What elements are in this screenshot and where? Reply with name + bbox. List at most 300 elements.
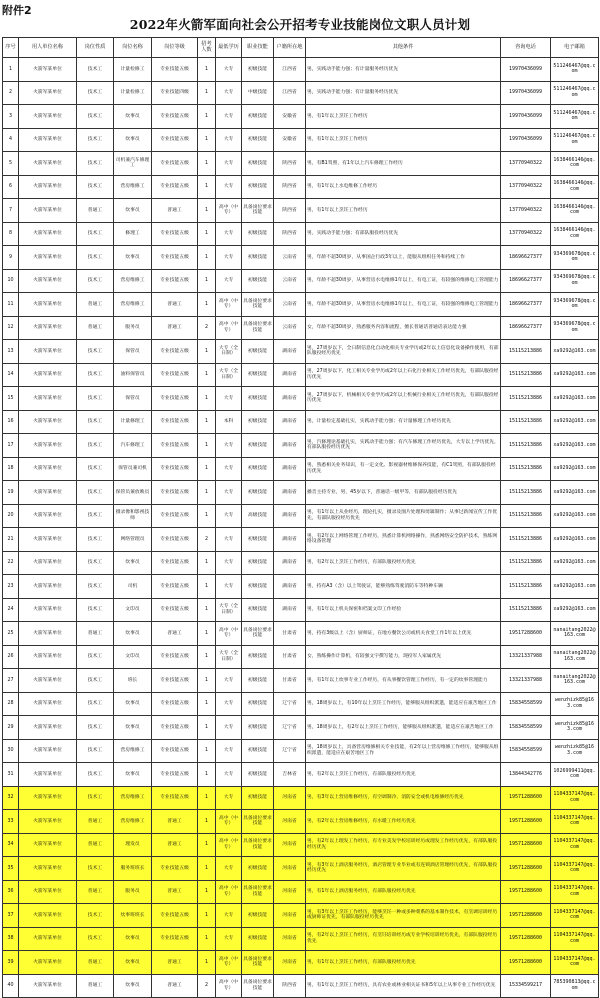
cell-post: 文印员 xyxy=(114,645,152,669)
cell-edu: 大专 xyxy=(216,739,242,763)
cell-post: 服务员 xyxy=(114,316,152,340)
cell-skill: 初级技能 xyxy=(242,457,274,481)
cell-grade: 普通工 xyxy=(152,810,198,834)
cell-unit: 火箭军某单位 xyxy=(19,81,77,105)
cell-email: 1104337147@qq.com xyxy=(551,951,599,975)
cell-grade: 普通工 xyxy=(152,833,198,857)
cell-grade: 专业技能五级 xyxy=(152,739,198,763)
cell-skill: 具备岗位要求技能 xyxy=(242,199,274,223)
header-unit: 用人单位名称 xyxy=(19,38,77,58)
cell-edu: 大专 xyxy=(216,927,242,951)
header-hukou: 户籍所在地 xyxy=(274,38,306,58)
cell-count: 2 xyxy=(198,528,216,552)
cell-edu: 高中（中专） xyxy=(216,622,242,646)
cell-unit: 火箭军某单位 xyxy=(19,810,77,834)
cell-email: 785390813@qq.com xyxy=(551,974,599,998)
cell-skill: 具备岗位要求技能 xyxy=(242,833,274,857)
cell-conditions: 男，有2年以上烹饪工作经历，有部队服役经历优先 xyxy=(306,763,501,787)
cell-edu: 大专 xyxy=(216,716,242,740)
cell-edu: 大专 xyxy=(216,246,242,270)
cell-phone: 18696627377 xyxy=(501,269,551,293)
header-post: 岗位名称 xyxy=(114,38,152,58)
cell-phone: 19571288600 xyxy=(501,927,551,951)
cell-unit: 火箭军某单位 xyxy=(19,951,77,975)
cell-count: 1 xyxy=(198,222,216,246)
cell-skill: 初级技能 xyxy=(242,222,274,246)
table-row xyxy=(3,81,599,105)
cell-conditions: 男，27周岁以下，机械相关专业学历或2年以上机械行业相关工作经历优先，有部队服役经历优先 xyxy=(306,387,501,411)
cell-grade: 普通工 xyxy=(152,951,198,975)
cell-post: 营房维修工 xyxy=(114,739,152,763)
cell-count: 1 xyxy=(198,669,216,693)
table-header-row xyxy=(3,38,599,58)
cell-edu: 大专 xyxy=(216,669,242,693)
cell-phone: 15834558599 xyxy=(501,739,551,763)
cell-skill: 初级技能 xyxy=(242,152,274,176)
cell-no: 10 xyxy=(3,269,19,293)
cell-phone: 19970436099 xyxy=(501,105,551,129)
cell-no: 9 xyxy=(3,246,19,270)
cell-email: xa9292@163.com xyxy=(551,340,599,364)
cell-edu: 大专 xyxy=(216,904,242,928)
cell-unit: 火箭军某单位 xyxy=(19,387,77,411)
cell-count: 1 xyxy=(198,58,216,82)
cell-nature: 技术工 xyxy=(77,340,114,364)
cell-count: 1 xyxy=(198,716,216,740)
cell-grade: 专业技能五级 xyxy=(152,927,198,951)
cell-unit: 火箭军某单位 xyxy=(19,199,77,223)
cell-unit: 火箭军某单位 xyxy=(19,551,77,575)
cell-conditions: 男，有1年以上从业经历，理论扎实，摄录及图片处理和剪辑制作；从事过新闻宣传工作优先，有部队服役经历优先 xyxy=(306,504,501,528)
cell-unit: 火箭军某单位 xyxy=(19,927,77,951)
cell-email: nanaitang2022@163.com xyxy=(551,622,599,646)
cell-count: 1 xyxy=(198,810,216,834)
cell-grade: 专业技能五级 xyxy=(152,763,198,787)
table-row xyxy=(3,974,599,998)
table-row xyxy=(3,457,599,481)
cell-skill: 初级技能 xyxy=(242,58,274,82)
table-row xyxy=(3,927,599,951)
cell-grade: 专业技能五级 xyxy=(152,786,198,810)
cell-count: 1 xyxy=(198,645,216,669)
cell-unit: 火箭军某单位 xyxy=(19,246,77,270)
cell-count: 1 xyxy=(198,786,216,810)
table-row xyxy=(3,152,599,176)
cell-hukou: 湖南省 xyxy=(274,434,306,458)
cell-edu: 大专 xyxy=(216,457,242,481)
cell-nature: 技术工 xyxy=(77,152,114,176)
cell-email: 1638466146@qq.com xyxy=(551,222,599,246)
cell-no: 15 xyxy=(3,387,19,411)
cell-phone: 19970436099 xyxy=(501,128,551,152)
cell-conditions: 男，持有A3（含）以上驾驶证，能够熟练驾驶消防车等特种车辆 xyxy=(306,575,501,599)
cell-nature: 技术工 xyxy=(77,246,114,270)
cell-no: 17 xyxy=(3,434,19,458)
cell-email: xa9292@163.com xyxy=(551,551,599,575)
cell-unit: 火箭军某单位 xyxy=(19,857,77,881)
cell-skill: 初级技能 xyxy=(242,739,274,763)
cell-no: 20 xyxy=(3,504,19,528)
cell-post: 炊事班班长 xyxy=(114,904,152,928)
cell-nature: 技术工 xyxy=(77,598,114,622)
cell-grade: 专业技能五级 xyxy=(152,340,198,364)
cell-nature: 技术工 xyxy=(77,551,114,575)
cell-edu: 大专 xyxy=(216,58,242,82)
table-row xyxy=(3,58,599,82)
cell-email: 1104337147@qq.com xyxy=(551,833,599,857)
cell-count: 1 xyxy=(198,387,216,411)
cell-email: xa9292@163.com xyxy=(551,481,599,505)
cell-no: 35 xyxy=(3,857,19,881)
cell-no: 2 xyxy=(3,81,19,105)
cell-grade: 专业技能五级 xyxy=(152,551,198,575)
table-row xyxy=(3,810,599,834)
cell-count: 1 xyxy=(198,340,216,364)
cell-nature: 普通工 xyxy=(77,951,114,975)
cell-nature: 技术工 xyxy=(77,904,114,928)
cell-hukou: 湖南省 xyxy=(274,481,306,505)
cell-unit: 火箭军某单位 xyxy=(19,716,77,740)
cell-post: 炊事员 xyxy=(114,105,152,129)
table-row xyxy=(3,669,599,693)
table-row xyxy=(3,481,599,505)
cell-nature: 技术工 xyxy=(77,58,114,82)
cell-count: 1 xyxy=(198,504,216,528)
table-row xyxy=(3,598,599,622)
cell-post: 炊事员 xyxy=(114,974,152,998)
cell-conditions: 男，实践动手能力强；有计量服务经历优先 xyxy=(306,81,501,105)
cell-hukou: 辽宁省 xyxy=(274,716,306,740)
cell-count: 1 xyxy=(198,81,216,105)
cell-edu: 大专 xyxy=(216,434,242,458)
header-nature: 岗位性质 xyxy=(77,38,114,58)
cell-post: 炊事员 xyxy=(114,199,152,223)
cell-conditions: 女，熟练操作计算机，有较强文字撰写能力，现役军人家属优先 xyxy=(306,645,501,669)
cell-nature: 技术工 xyxy=(77,857,114,881)
cell-edu: 高中（中专） xyxy=(216,316,242,340)
cell-unit: 火箭军某单位 xyxy=(19,622,77,646)
cell-unit: 火箭军某单位 xyxy=(19,598,77,622)
cell-count: 1 xyxy=(198,434,216,458)
cell-conditions: 男，持有3级以上（含）厨师证，在地方餐饮公司或机关食堂工作1年以上优先 xyxy=(306,622,501,646)
cell-grade: 专业技能五级 xyxy=(152,857,198,881)
cell-unit: 火箭军某单位 xyxy=(19,739,77,763)
cell-email: 1104337147@qq.com xyxy=(551,857,599,881)
page-title: 2022年火箭军面向社会公开招考专业技能岗位文职人员计划 xyxy=(129,17,471,32)
cell-skill: 初级技能 xyxy=(242,387,274,411)
recruitment-table xyxy=(2,37,599,998)
cell-phone: 15115213886 xyxy=(501,598,551,622)
cell-nature: 技术工 xyxy=(77,716,114,740)
cell-hukou: 河南省 xyxy=(274,880,306,904)
cell-count: 1 xyxy=(198,927,216,951)
cell-edu: 大专 xyxy=(216,222,242,246)
cell-email: xa9292@163.com xyxy=(551,528,599,552)
cell-hukou: 河南省 xyxy=(274,833,306,857)
cell-post: 营房维修工 xyxy=(114,175,152,199)
cell-post: 司机兼汽车修理工 xyxy=(114,152,152,176)
cell-count: 1 xyxy=(198,175,216,199)
cell-hukou: 安徽省 xyxy=(274,128,306,152)
cell-conditions: 男，18周岁以上，有2年以上烹饪工作经历，能够服从组织派遣，能适应在艰苦地区工作 xyxy=(306,716,501,740)
cell-grade: 专业技能五级 xyxy=(152,222,198,246)
table-row xyxy=(3,716,599,740)
cell-conditions: 女，年龄不超30周岁，熟悉服务内容和流程，擅长普通话普通话表达能力强 xyxy=(306,316,501,340)
cell-no: 33 xyxy=(3,810,19,834)
cell-skill: 初级技能 xyxy=(242,551,274,575)
cell-unit: 火箭军某单位 xyxy=(19,481,77,505)
table-row xyxy=(3,575,599,599)
cell-nature: 技术工 xyxy=(77,128,114,152)
cell-post: 修理工 xyxy=(114,222,152,246)
cell-hukou: 湖南省 xyxy=(274,551,306,575)
cell-post: 营房维修工 xyxy=(114,293,152,317)
cell-phone: 15115213886 xyxy=(501,410,551,434)
header-phone: 咨询电话 xyxy=(501,38,551,58)
cell-nature: 技术工 xyxy=(77,763,114,787)
cell-unit: 火箭军某单位 xyxy=(19,692,77,716)
cell-skill: 初级技能 xyxy=(242,904,274,928)
cell-count: 1 xyxy=(198,763,216,787)
cell-phone: 18696627377 xyxy=(501,316,551,340)
header-edu: 最低学历 xyxy=(216,38,242,58)
cell-phone: 15115213886 xyxy=(501,528,551,552)
cell-post: 摄录像和影视技师 xyxy=(114,504,152,528)
cell-count: 2 xyxy=(198,316,216,340)
cell-hukou: 河南省 xyxy=(274,857,306,881)
cell-edu: 大专 xyxy=(216,504,242,528)
table-row xyxy=(3,833,599,857)
cell-edu: 高中（中专） xyxy=(216,951,242,975)
cell-skill: 具备岗位要求技能 xyxy=(242,293,274,317)
cell-phone: 19517288600 xyxy=(501,622,551,646)
cell-count: 1 xyxy=(198,551,216,575)
table-row xyxy=(3,199,599,223)
table-row xyxy=(3,786,599,810)
table-row xyxy=(3,387,599,411)
cell-no: 1 xyxy=(3,58,19,82)
table-row xyxy=(3,528,599,552)
cell-no: 13 xyxy=(3,340,19,364)
cell-unit: 火箭军某单位 xyxy=(19,105,77,129)
cell-post: 炊事员 xyxy=(114,927,152,951)
header-count: 招考人数 xyxy=(198,38,216,58)
cell-skill: 初级技能 xyxy=(242,481,274,505)
cell-grade: 专业技能五级 xyxy=(152,669,198,693)
cell-phone: 19571288600 xyxy=(501,833,551,857)
cell-skill: 初级技能 xyxy=(242,340,274,364)
cell-no: 38 xyxy=(3,927,19,951)
cell-phone: 13770940322 xyxy=(501,175,551,199)
cell-edu: 高中（中专） xyxy=(216,199,242,223)
cell-grade: 专业技能五级 xyxy=(152,457,198,481)
cell-skill: 初级技能 xyxy=(242,246,274,270)
cell-conditions: 男，汽修理论基础扎实，实践动手能力强；有汽车修理工作经历优先，大专以上学历优先，有部队服役经历优先 xyxy=(306,434,501,458)
cell-no: 8 xyxy=(3,222,19,246)
table-row xyxy=(3,340,599,364)
cell-conditions: 男，27周岁以下，化工相关专业学历或2年以上石化行业相关工作经历优先，有部队服役经历优先 xyxy=(306,363,501,387)
cell-phone: 15115213886 xyxy=(501,481,551,505)
cell-nature: 技术工 xyxy=(77,222,114,246)
cell-skill: 具备岗位要求技能 xyxy=(242,316,274,340)
cell-grade: 专业技能五级 xyxy=(152,269,198,293)
cell-phone: 15115213886 xyxy=(501,387,551,411)
cell-no: 29 xyxy=(3,716,19,740)
cell-phone: 15115213886 xyxy=(501,434,551,458)
cell-no: 30 xyxy=(3,739,19,763)
cell-edu: 大专 xyxy=(216,152,242,176)
cell-phone: 15115213886 xyxy=(501,340,551,364)
cell-phone: 19970436099 xyxy=(501,58,551,82)
cell-grade: 专业技能五级 xyxy=(152,128,198,152)
cell-conditions: 男，有1年以上烹饪工作经历 xyxy=(306,128,501,152)
cell-edu: 大专 xyxy=(216,387,242,411)
cell-post: 炊事员 xyxy=(114,246,152,270)
cell-skill: 高级技能 xyxy=(242,504,274,528)
cell-email: 1104337147@qq.com xyxy=(551,904,599,928)
cell-count: 1 xyxy=(198,481,216,505)
cell-nature: 技术工 xyxy=(77,528,114,552)
cell-hukou: 甘肃省 xyxy=(274,669,306,693)
cell-unit: 火箭军某单位 xyxy=(19,269,77,293)
cell-phone: 19571288600 xyxy=(501,857,551,881)
cell-grade: 专业技能五级 xyxy=(152,575,198,599)
cell-no: 39 xyxy=(3,951,19,975)
cell-no: 21 xyxy=(3,528,19,552)
cell-count: 1 xyxy=(198,904,216,928)
cell-hukou: 安徽省 xyxy=(274,105,306,129)
cell-skill: 初级技能 xyxy=(242,175,274,199)
cell-no: 18 xyxy=(3,457,19,481)
cell-edu: 高中（中专） xyxy=(216,974,242,998)
cell-grade: 普通工 xyxy=(152,974,198,998)
cell-email: 511246467@qq.com xyxy=(551,105,599,129)
cell-hukou: 江西省 xyxy=(274,81,306,105)
cell-nature: 技术工 xyxy=(77,269,114,293)
cell-nature: 普通工 xyxy=(77,622,114,646)
cell-grade: 普通工 xyxy=(152,622,198,646)
cell-nature: 技术工 xyxy=(77,481,114,505)
cell-unit: 火箭军某单位 xyxy=(19,58,77,82)
cell-count: 1 xyxy=(198,951,216,975)
cell-phone: 19571288600 xyxy=(501,904,551,928)
cell-phone: 15334599217 xyxy=(501,974,551,998)
cell-grade: 专业技能五级 xyxy=(152,528,198,552)
table-row xyxy=(3,551,599,575)
cell-hukou: 湖南省 xyxy=(274,598,306,622)
table-row xyxy=(3,316,599,340)
cell-hukou: 陕西省 xyxy=(274,222,306,246)
cell-unit: 火箭军某单位 xyxy=(19,904,77,928)
cell-edu: 高中（中专） xyxy=(216,293,242,317)
cell-email: 1638466146@qq.com xyxy=(551,152,599,176)
cell-hukou: 湖南省 xyxy=(274,528,306,552)
cell-skill: 初级技能 xyxy=(242,269,274,293)
cell-email: 1104337147@qq.com xyxy=(551,880,599,904)
cell-count: 1 xyxy=(198,857,216,881)
cell-phone: 15834558599 xyxy=(501,716,551,740)
cell-unit: 火箭军某单位 xyxy=(19,974,77,998)
cell-nature: 普通工 xyxy=(77,810,114,834)
cell-hukou: 陕西省 xyxy=(274,152,306,176)
cell-skill: 中级技能 xyxy=(242,81,274,105)
cell-grade: 普通工 xyxy=(152,199,198,223)
cell-skill: 初级技能 xyxy=(242,410,274,434)
cell-no: 5 xyxy=(3,152,19,176)
cell-email: wenzhizk85@163.com xyxy=(551,716,599,740)
cell-conditions: 男，有1年以上水电维修工作经历 xyxy=(306,175,501,199)
cell-post: 营房维修工 xyxy=(114,810,152,834)
cell-no: 28 xyxy=(3,692,19,716)
table-row xyxy=(3,763,599,787)
cell-unit: 火箭军某单位 xyxy=(19,410,77,434)
cell-nature: 技术工 xyxy=(77,410,114,434)
cell-phone: 15115213886 xyxy=(501,457,551,481)
cell-conditions: 男，年龄不超30周岁，从事国企行政3年以上，能服从组织任务和持续工作 xyxy=(306,246,501,270)
cell-edu: 本科 xyxy=(216,410,242,434)
cell-phone: 19571288600 xyxy=(501,951,551,975)
cell-grade: 专业技能五级 xyxy=(152,504,198,528)
cell-nature: 技术工 xyxy=(77,645,114,669)
cell-unit: 火箭军某单位 xyxy=(19,128,77,152)
cell-hukou: 云南省 xyxy=(274,246,306,270)
cell-no: 40 xyxy=(3,974,19,998)
cell-post: 营房维修工 xyxy=(114,786,152,810)
cell-hukou: 云南省 xyxy=(274,293,306,317)
cell-skill: 初级技能 xyxy=(242,575,274,599)
cell-grade: 普通工 xyxy=(152,880,198,904)
cell-hukou: 江西省 xyxy=(274,58,306,82)
cell-post: 炊事员 xyxy=(114,951,152,975)
cell-conditions: 男，18周岁以上，有10年以上烹饪工作经历，能够服从组织派遣，能适应在艰苦地区工作 xyxy=(306,692,501,716)
cell-hukou: 河南省 xyxy=(274,810,306,834)
cell-post: 炊事员 xyxy=(114,551,152,575)
cell-post: 炊事员 xyxy=(114,692,152,716)
cell-conditions: 男，18周岁以上，具备营房维修相关专业技能，有2年以上营房维修工作经历，能够服从组织派遣，能适应在艰苦地区工作 xyxy=(306,739,501,763)
cell-hukou: 河南省 xyxy=(274,951,306,975)
cell-edu: 大专（全日制） xyxy=(216,363,242,387)
cell-nature: 技术工 xyxy=(77,504,114,528)
cell-conditions: 男，有1年以上烹饪工作经历 xyxy=(306,199,501,223)
cell-conditions: 男，有1年以上烹饪工作经历，具有农业或林业相关证书和5年以上从事专业工作经历优先 xyxy=(306,974,501,998)
cell-email: nanaitang2022@163.com xyxy=(551,669,599,693)
cell-post: 油料保管员 xyxy=(114,363,152,387)
cell-unit: 火箭军某单位 xyxy=(19,786,77,810)
cell-unit: 火箭军某单位 xyxy=(19,434,77,458)
cell-grade: 专业技能五级 xyxy=(152,434,198,458)
cell-hukou: 湖南省 xyxy=(274,363,306,387)
cell-hukou: 陕西省 xyxy=(274,974,306,998)
cell-no: 32 xyxy=(3,786,19,810)
table-row xyxy=(3,434,599,458)
cell-edu: 高中（中专） xyxy=(216,833,242,857)
cell-edu: 大专 xyxy=(216,786,242,810)
table-row xyxy=(3,175,599,199)
cell-nature: 技术工 xyxy=(77,175,114,199)
cell-count: 1 xyxy=(198,128,216,152)
cell-unit: 火箭军某单位 xyxy=(19,457,77,481)
cell-no: 7 xyxy=(3,199,19,223)
cell-no: 25 xyxy=(3,622,19,646)
cell-no: 27 xyxy=(3,669,19,693)
cell-hukou: 湖南省 xyxy=(274,410,306,434)
cell-conditions: 男，27周岁以下，全日制信息化自动化相关专业学历或2年以上信息化设备操作使用，有部队服役经历优先 xyxy=(306,340,501,364)
cell-no: 22 xyxy=(3,551,19,575)
cell-skill: 具备岗位要求技能 xyxy=(242,951,274,975)
table-row xyxy=(3,293,599,317)
cell-email: 1638466146@qq.com xyxy=(551,175,599,199)
cell-count: 1 xyxy=(198,410,216,434)
